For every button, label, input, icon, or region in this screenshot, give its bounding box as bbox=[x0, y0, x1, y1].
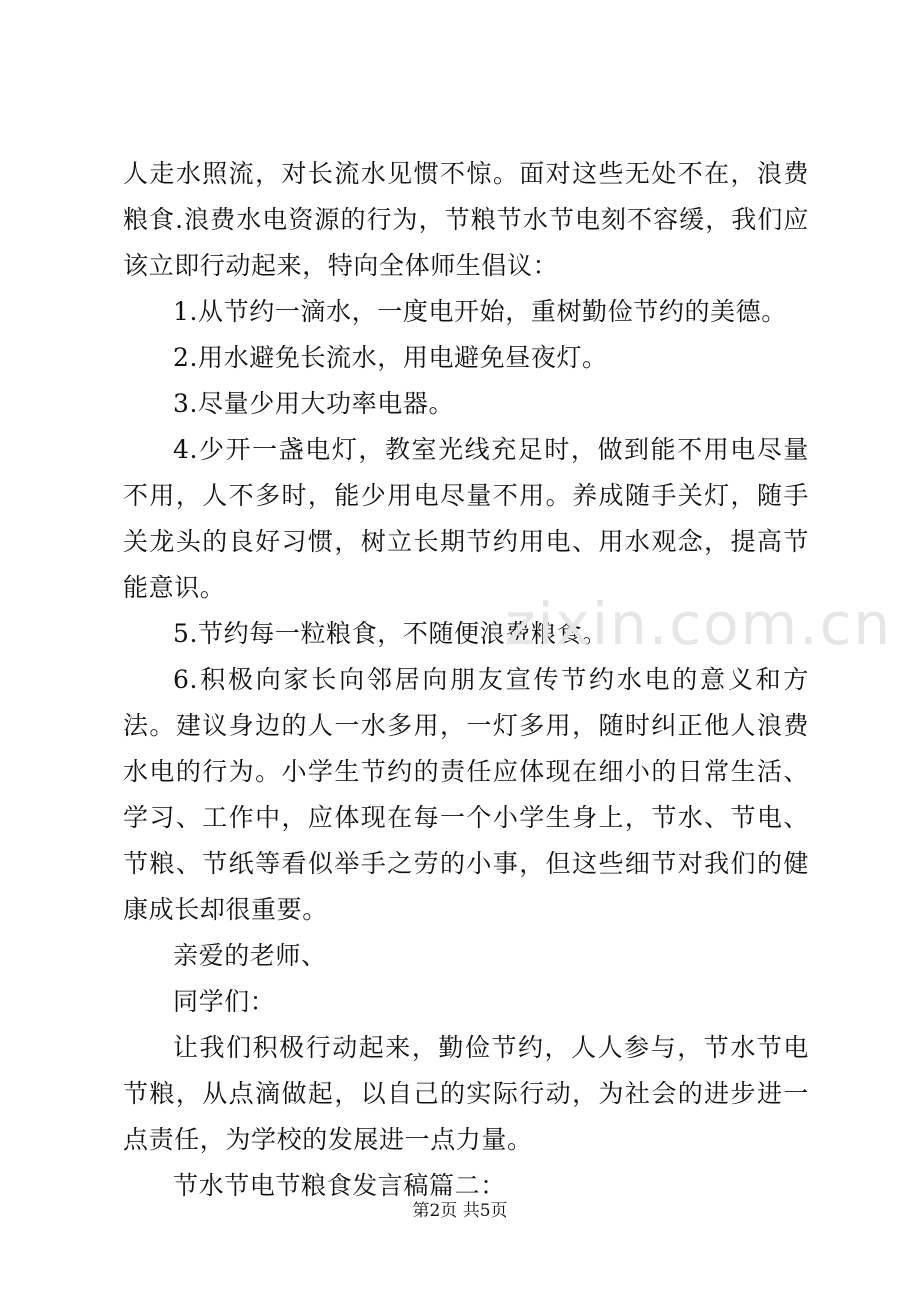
page-footer: 第2页 共5页 bbox=[412, 1201, 508, 1221]
proposal-item-5: 5.节约每一粒粮食，不随便浪费粮食。 bbox=[173, 619, 608, 648]
salutation-students: 同学们： bbox=[173, 987, 276, 1016]
proposal-item-4: 4.少开一盏电灯，教室光线充足时，做到能不用电尽量不用，人不多时，能少用电尽量不用。养成随手关灯，随手关龙头的良好习惯，树立长期节约用电、用水观念，提高节能意识。 bbox=[123, 435, 809, 602]
paragraph-intro: 人走水照流，对长流水见惯不惊。面对这些无处不在，浪费粮食.浪费水电资源的行为，节粮节水节电刻不容缓，我们应该立即行动起来，特向全体师生倡议： bbox=[123, 159, 809, 280]
proposal-item-6: 6.积极向家长向邻居向朋友宣传节约水电的意义和方法。建议身边的人一水多用，一灯多用，随时纠正他人浪费水电的行为。小学生节约的责任应体现在细小的日常生活、学习、工作中，应体现在每一个小学生身上，节水、节电、节粮、节纸等看似举手之劳的小事，但这些细节对我们的健康成长却很重要。 bbox=[123, 665, 809, 924]
section-heading-part-two: 节水节电节粮食发言稿篇二： bbox=[173, 1171, 506, 1200]
watermark-text: zixin.com.cn bbox=[505, 590, 893, 658]
document-body bbox=[123, 151, 809, 1209]
paragraph-call-to-action: 让我们积极行动起来，勤俭节约，人人参与，节水节电节粮，从点滴做起，以自己的实际行动，为社会的进步进一点责任，为学校的发展进一点力量。 bbox=[123, 1033, 809, 1154]
proposal-item-1: 1.从节约一滴水，一度电开始，重树勤俭节约的美德。 bbox=[173, 297, 787, 326]
salutation-teachers: 亲爱的老师、 bbox=[173, 941, 327, 970]
proposal-item-2: 2.用水避免长流水，用电避免昼夜灯。 bbox=[173, 343, 608, 372]
proposal-item-3: 3.尽量少用大功率电器。 bbox=[173, 389, 455, 418]
